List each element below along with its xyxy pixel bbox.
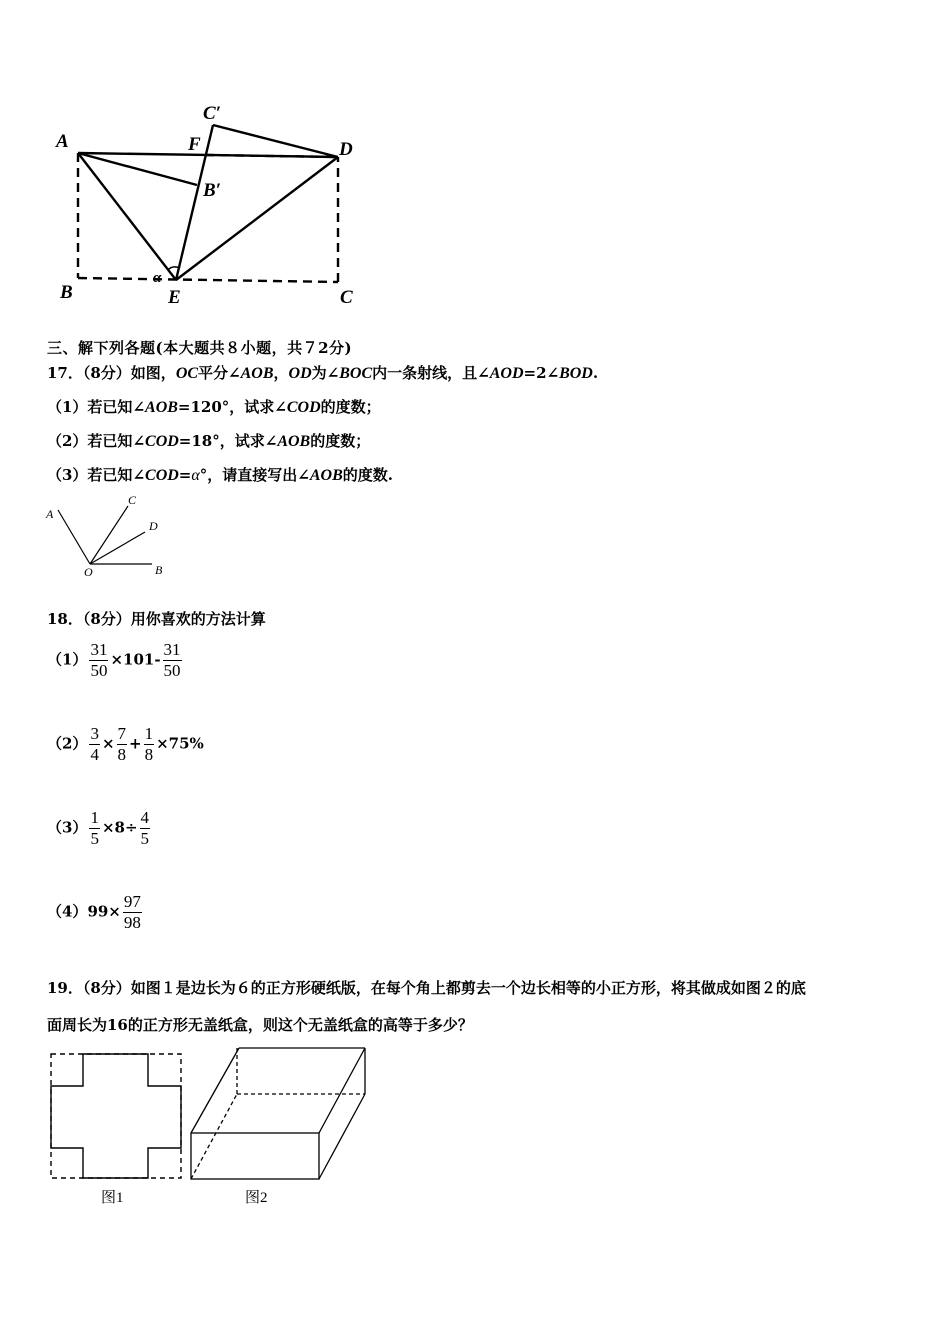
fraction: $\frac{97}{98}$ (123, 892, 141, 932)
label-c-prime: C′ (203, 103, 222, 124)
q17-part-1: （1）若已知∠AOB=120°，试求∠COD的度数； (47, 398, 381, 416)
q18-title: 18．（8分）用你喜欢的方法计算 (47, 610, 266, 628)
q17-part-2: （2）若已知∠COD=18°，试求∠AOB的度数； (47, 432, 371, 450)
fraction: $\frac{1}{8}$ (144, 724, 154, 764)
cut-square-figure (45, 1048, 190, 1213)
open-box-figure (185, 1042, 375, 1214)
section-heading: 三、解下列各题(本大题共８小题，共７2分) (47, 339, 353, 357)
dashed-outer-square (51, 1054, 181, 1178)
label-ray-b: B (155, 563, 163, 577)
q18-expression-1: （1） $\frac{31}{50}$ ×101- $\frac{31}{50}$ (47, 640, 181, 680)
box-top-right-edge (319, 1048, 365, 1133)
segment-c-prime-d (213, 125, 338, 157)
label-ray-c: C (128, 493, 137, 507)
label-b-prime: B′ (203, 180, 222, 201)
dashed-side-bc (78, 278, 338, 282)
figure-2-caption: 图2 (245, 1190, 268, 1206)
label-a: A (56, 131, 69, 152)
q17-stem: 17．（8分）如图，OC平分∠AOB，OD为∠BOC内一条射线，且∠AOD=2∠BOD. (47, 364, 599, 382)
segment-ae (78, 153, 176, 280)
label-b: B (60, 282, 73, 303)
figure-1-caption: 图1 (101, 1190, 124, 1206)
fraction: $\frac{4}{5}$ (140, 808, 150, 848)
hidden-left-bottom (191, 1094, 237, 1179)
label-ray-a: A (46, 507, 54, 521)
box-right-bottom (319, 1094, 365, 1179)
label-f: F (188, 134, 201, 155)
rectangle-fold-figure (40, 95, 380, 315)
segment-ad (78, 153, 338, 157)
fraction: $\frac{7}{8}$ (117, 724, 127, 764)
label-e: E (168, 287, 181, 308)
box-top-left-edge (191, 1048, 239, 1133)
label-c: C (340, 287, 353, 308)
cut-outline (51, 1054, 181, 1178)
fraction: $\frac{3}{4}$ (90, 724, 99, 764)
fraction: $\frac{31}{50}$ (163, 640, 181, 680)
q19-line-1: 19．（8分）如图１是边长为６的正方形硬纸版，在每个角上都剪去一个边长相等的小正方形，将其做成如图２的底 (47, 979, 806, 997)
label-d: D (339, 139, 353, 160)
segment-ab-prime (78, 153, 197, 185)
q18-expression-3: （3） $\frac{1}{5}$ ×8÷ $\frac{4}{5}$ (47, 808, 150, 848)
angle-rays-figure (40, 492, 180, 582)
q19-line-2: 面周长为16的正方形无盖纸盒，则这个无盖纸盒的高等于多少？ (47, 1016, 473, 1034)
q17-part-3: （3）若已知∠COD=α°，请直接写出∠AOB的度数. (47, 466, 393, 484)
label-alpha: α (153, 270, 162, 286)
fraction: $\frac{31}{50}$ (90, 640, 108, 680)
fraction: $\frac{1}{5}$ (90, 808, 99, 848)
q18-expression-4: （4）99× $\frac{97}{98}$ (47, 892, 141, 932)
label-ray-o: O (84, 565, 93, 579)
ray-oc (90, 506, 128, 564)
ray-oa (58, 510, 90, 564)
ray-od (90, 532, 145, 564)
label-ray-d: D (149, 519, 158, 533)
box-front-face (191, 1133, 319, 1179)
q18-expression-2: （2） $\frac{3}{4}$ × $\frac{7}{8}$ + $\frac{1}{8}$ ×75% (47, 724, 204, 764)
